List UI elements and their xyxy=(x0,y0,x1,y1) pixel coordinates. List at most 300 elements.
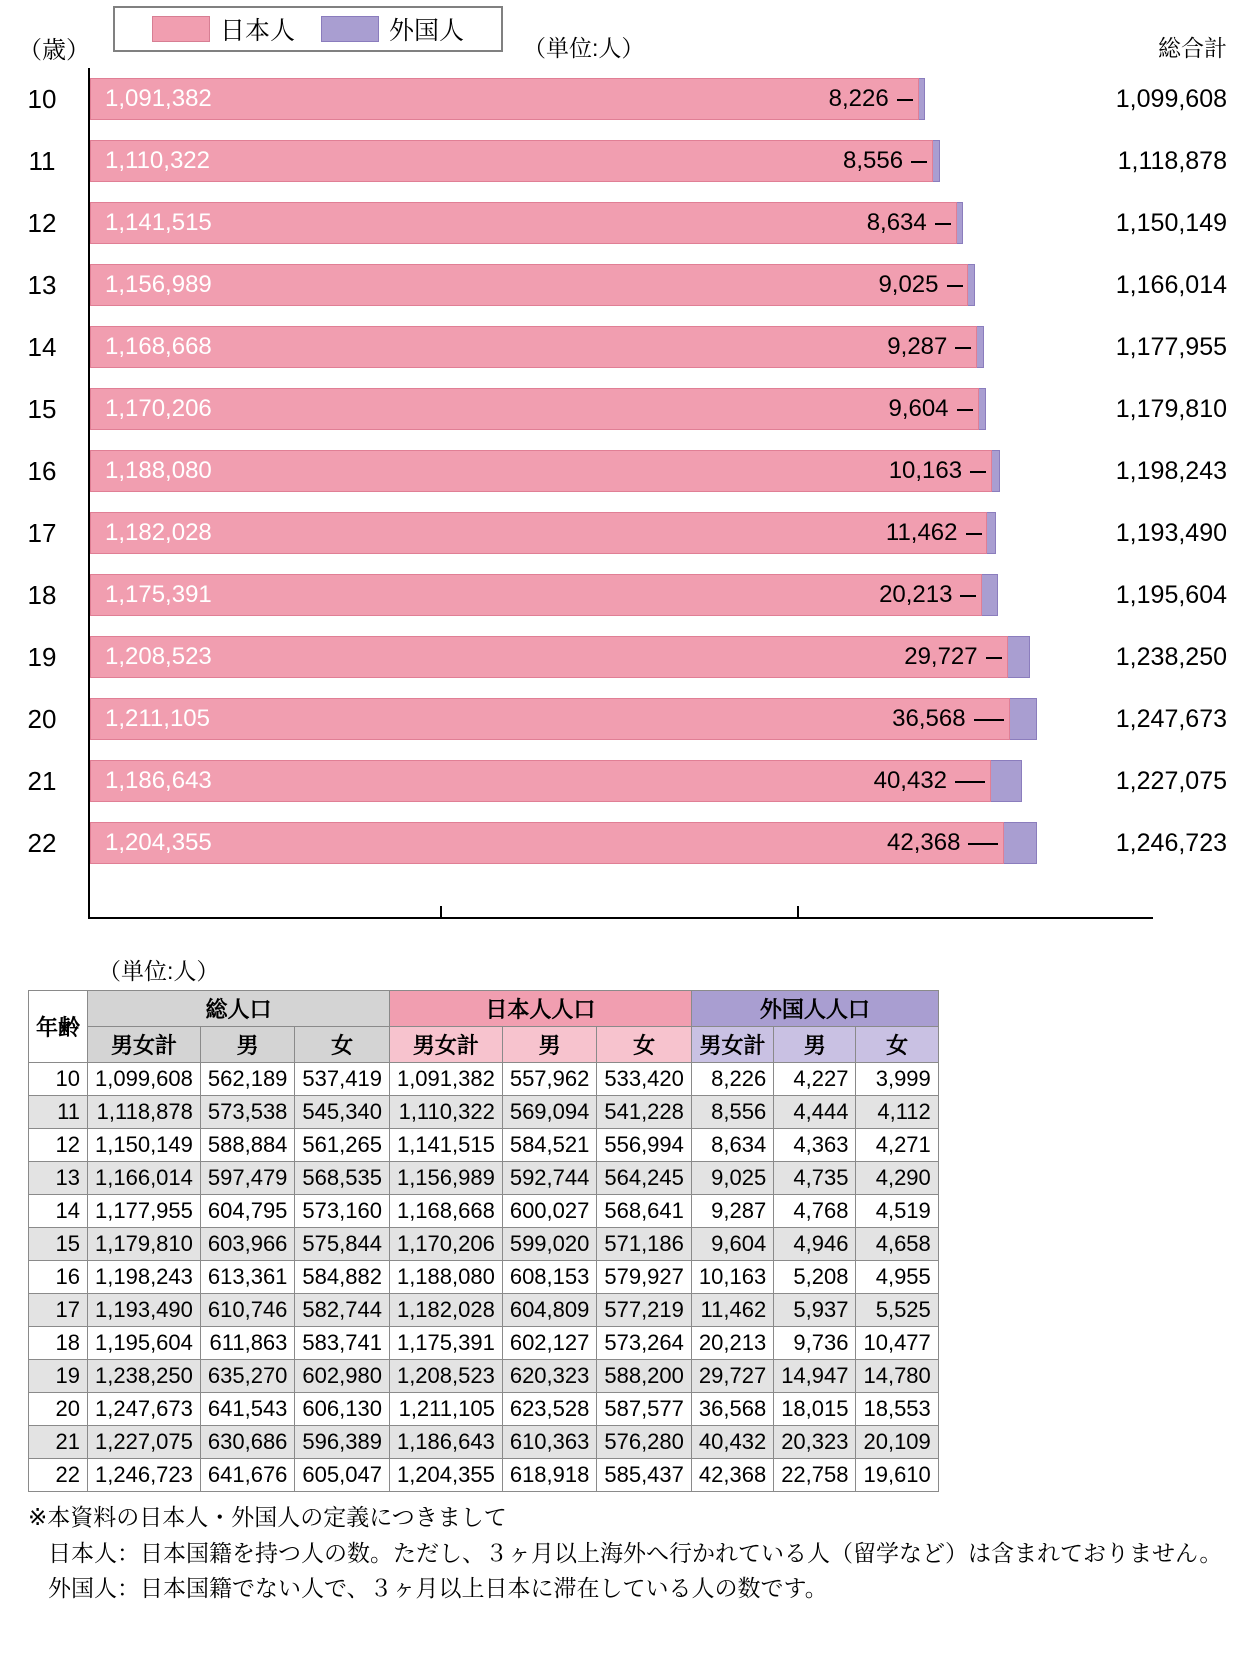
chart-stacked-bar xyxy=(90,574,998,616)
table-cell-value: 20,213 xyxy=(691,1327,773,1360)
table-cell-value: 1,208,523 xyxy=(389,1360,502,1393)
table-cell-value: 635,270 xyxy=(200,1360,295,1393)
table-group-foreign-population: 外国人人口 xyxy=(691,991,938,1027)
table-subheader-fr-female: 女 xyxy=(856,1027,938,1063)
bar-segment-japanese xyxy=(90,698,1010,740)
table-cell-value: 1,186,643 xyxy=(389,1426,502,1459)
bar-segment-japanese xyxy=(90,388,979,430)
table-cell-value: 1,188,080 xyxy=(389,1261,502,1294)
footnote-heading: ※本資料の日本人・外国人の定義につきまして xyxy=(28,1504,507,1530)
table-cell-value: 1,204,355 xyxy=(389,1459,502,1492)
bar-value-foreign-text: 8,634 xyxy=(866,209,927,236)
chart-bar-row xyxy=(0,688,1245,750)
chart-stacked-bar xyxy=(90,264,975,306)
table-cell-value: 1,118,878 xyxy=(88,1096,201,1129)
table-cell-value: 20,109 xyxy=(856,1426,938,1459)
table-row xyxy=(29,1294,939,1327)
table-cell-value: 19,610 xyxy=(856,1459,938,1492)
chart-bar-row xyxy=(0,440,1245,502)
bar-value-leader-line xyxy=(955,347,971,349)
table-cell-value: 604,795 xyxy=(200,1195,295,1228)
table-cell-value: 606,130 xyxy=(295,1393,390,1426)
chart-total-column-header: 総合計 xyxy=(1158,35,1227,61)
chart-bar-row xyxy=(0,68,1245,130)
bar-value-foreign xyxy=(878,271,962,299)
table-cell-age: 11 xyxy=(29,1096,88,1129)
chart-row-total: 1,247,673 xyxy=(1115,704,1227,733)
table-cell-value: 14,780 xyxy=(856,1360,938,1393)
chart-age-label: 14 xyxy=(27,331,57,362)
bar-segment-japanese xyxy=(90,140,933,182)
table-cell-value: 610,363 xyxy=(502,1426,597,1459)
bar-value-foreign xyxy=(904,643,1001,671)
bar-value-foreign xyxy=(874,767,985,795)
table-cell-value: 569,094 xyxy=(502,1096,597,1129)
table-subheader-jp-both: 男女計 xyxy=(389,1027,502,1063)
table-cell-age: 20 xyxy=(29,1393,88,1426)
table-cell-age: 17 xyxy=(29,1294,88,1327)
bar-segment-japanese xyxy=(90,450,992,492)
table-cell-value: 545,340 xyxy=(295,1096,390,1129)
legend-swatch-japanese xyxy=(152,16,210,42)
table-cell-value: 596,389 xyxy=(295,1426,390,1459)
chart-stacked-bar xyxy=(90,326,984,368)
bar-value-japanese: 1,204,355 xyxy=(105,829,212,856)
bar-value-foreign-text: 8,226 xyxy=(828,85,889,112)
table-row xyxy=(29,1162,939,1195)
chart-stacked-bar xyxy=(90,78,925,120)
table-cell-value: 4,444 xyxy=(774,1096,856,1129)
table-cell-value: 613,361 xyxy=(200,1261,295,1294)
table-cell-value: 573,160 xyxy=(295,1195,390,1228)
bar-segment-japanese xyxy=(90,326,977,368)
chart-bar-row xyxy=(0,130,1245,192)
bar-value-japanese: 1,182,028 xyxy=(105,519,212,546)
table-cell-value: 40,432 xyxy=(691,1426,773,1459)
table-cell-value: 610,746 xyxy=(200,1294,295,1327)
table-cell-value: 1,247,673 xyxy=(88,1393,201,1426)
table-cell-age: 12 xyxy=(29,1129,88,1162)
bar-segment-japanese xyxy=(90,264,968,306)
bar-value-foreign xyxy=(892,705,1003,733)
chart-age-label: 19 xyxy=(27,641,57,672)
table-cell-value: 564,245 xyxy=(597,1162,692,1195)
chart-age-label: 13 xyxy=(27,269,57,300)
bar-value-foreign-text: 29,727 xyxy=(904,643,978,670)
table-cell-value: 11,462 xyxy=(691,1294,773,1327)
chart-stacked-bar xyxy=(90,140,940,182)
table-cell-value: 18,015 xyxy=(774,1393,856,1426)
table-cell-value: 573,538 xyxy=(200,1096,295,1129)
table-cell-value: 576,280 xyxy=(597,1426,692,1459)
bar-value-japanese: 1,110,322 xyxy=(105,147,210,174)
table-cell-value: 10,477 xyxy=(856,1327,938,1360)
table-cell-value: 599,020 xyxy=(502,1228,597,1261)
bar-value-leader-line xyxy=(947,285,963,287)
table-cell-value: 592,744 xyxy=(502,1162,597,1195)
table-cell-value: 597,479 xyxy=(200,1162,295,1195)
bar-value-japanese: 1,186,643 xyxy=(105,767,212,794)
table-cell-value: 1,195,604 xyxy=(88,1327,201,1360)
table-row xyxy=(29,1261,939,1294)
chart-bar-row xyxy=(0,316,1245,378)
table-cell-value: 4,290 xyxy=(856,1162,938,1195)
table-cell-value: 5,937 xyxy=(774,1294,856,1327)
table-cell-value: 1,179,810 xyxy=(88,1228,201,1261)
bar-segment-foreign xyxy=(919,78,925,120)
table-cell-age: 19 xyxy=(29,1360,88,1393)
table-cell-value: 533,420 xyxy=(597,1063,692,1096)
table-cell-value: 620,323 xyxy=(502,1360,597,1393)
bar-value-japanese: 1,141,515 xyxy=(105,209,212,236)
chart-age-label: 12 xyxy=(27,207,57,238)
table-cell-value: 4,519 xyxy=(856,1195,938,1228)
table-subheader-jp-female: 女 xyxy=(597,1027,692,1063)
table-cell-value: 8,226 xyxy=(691,1063,773,1096)
table-cell-value: 20,323 xyxy=(774,1426,856,1459)
chart-row-total: 1,198,243 xyxy=(1115,456,1227,485)
chart-bar-row xyxy=(0,502,1245,564)
table-cell-age: 14 xyxy=(29,1195,88,1228)
chart-age-label: 21 xyxy=(27,765,57,796)
table-cell-value: 579,927 xyxy=(597,1261,692,1294)
table-group-total-population: 総人口 xyxy=(88,991,390,1027)
table-cell-value: 4,946 xyxy=(774,1228,856,1261)
footnotes xyxy=(28,1500,1228,1607)
bar-value-leader-line xyxy=(957,409,973,411)
bar-value-leader-line xyxy=(911,161,927,163)
footnote-foreign-definition: 外国人：日本国籍でない人で、３ヶ月以上日本に滞在している人の数です。 xyxy=(48,1575,828,1602)
table-cell-value: 36,568 xyxy=(691,1393,773,1426)
table-subheader-total-male: 男 xyxy=(200,1027,295,1063)
table-cell-value: 9,287 xyxy=(691,1195,773,1228)
x-axis-tick-2 xyxy=(797,906,799,918)
table-cell-value: 556,994 xyxy=(597,1129,692,1162)
bar-value-foreign xyxy=(887,333,971,361)
x-axis-tick-1 xyxy=(440,906,442,918)
table-cell-value: 568,535 xyxy=(295,1162,390,1195)
bar-value-leader-line xyxy=(966,533,982,535)
table-cell-value: 1,141,515 xyxy=(389,1129,502,1162)
chart-age-label: 15 xyxy=(27,393,57,424)
table-cell-value: 1,099,608 xyxy=(88,1063,201,1096)
chart-age-label: 17 xyxy=(27,517,57,548)
chart-stacked-bar xyxy=(90,388,986,430)
population-data-table xyxy=(28,990,939,1492)
chart-row-total: 1,118,878 xyxy=(1117,146,1227,175)
table-cell-value: 1,211,105 xyxy=(389,1393,502,1426)
legend-label-foreign: 外国人 xyxy=(389,17,465,45)
table-cell-value: 1,198,243 xyxy=(88,1261,201,1294)
bar-value-leader-line xyxy=(935,223,951,225)
bar-value-foreign-text: 40,432 xyxy=(873,767,948,794)
table-subheader-fr-male: 男 xyxy=(774,1027,856,1063)
bar-value-leader-line xyxy=(897,99,913,101)
chart-age-label: 16 xyxy=(27,455,57,486)
table-cell-value: 1,091,382 xyxy=(389,1063,502,1096)
table-cell-value: 561,265 xyxy=(295,1129,390,1162)
table-cell-value: 14,947 xyxy=(774,1360,856,1393)
table-cell-value: 582,744 xyxy=(295,1294,390,1327)
table-unit-note: （単位:人） xyxy=(98,958,220,984)
table-cell-value: 5,208 xyxy=(774,1261,856,1294)
table-subheader-row xyxy=(29,1027,939,1063)
table-row xyxy=(29,1426,939,1459)
table-cell-value: 4,271 xyxy=(856,1129,938,1162)
table-cell-value: 557,962 xyxy=(502,1063,597,1096)
table-cell-value: 603,966 xyxy=(200,1228,295,1261)
chart-row-total: 1,238,250 xyxy=(1115,642,1227,671)
bar-value-japanese: 1,156,989 xyxy=(105,271,212,298)
chart-row-total: 1,227,075 xyxy=(1115,766,1227,795)
bar-segment-japanese xyxy=(90,636,1008,678)
chart-bar-row xyxy=(0,254,1245,316)
table-cell-value: 537,419 xyxy=(295,1063,390,1096)
bar-value-foreign-text: 9,287 xyxy=(887,333,948,360)
table-cell-value: 4,768 xyxy=(774,1195,856,1228)
legend-swatch-foreign xyxy=(321,16,379,42)
bar-segment-foreign xyxy=(991,760,1022,802)
bar-value-foreign-text: 36,568 xyxy=(892,705,966,732)
bar-value-leader-line xyxy=(960,595,976,597)
table-cell-value: 1,238,250 xyxy=(88,1360,201,1393)
table-cell-value: 3,999 xyxy=(856,1063,938,1096)
bar-value-foreign-text: 8,556 xyxy=(843,147,904,174)
table-cell-value: 4,955 xyxy=(856,1261,938,1294)
chart-row-total: 1,150,149 xyxy=(1115,208,1227,237)
chart-unit-note: （単位:人） xyxy=(523,35,645,61)
bar-value-foreign-text: 9,025 xyxy=(878,271,939,298)
table-cell-value: 1,193,490 xyxy=(88,1294,201,1327)
bar-segment-foreign xyxy=(992,450,1000,492)
table-cell-value: 602,127 xyxy=(502,1327,597,1360)
table-cell-value: 1,182,028 xyxy=(389,1294,502,1327)
table-cell-value: 562,189 xyxy=(200,1063,295,1096)
table-cell-age: 15 xyxy=(29,1228,88,1261)
bar-segment-foreign xyxy=(982,574,997,616)
legend-item-foreign xyxy=(321,11,464,47)
bar-value-japanese: 1,175,391 xyxy=(105,581,212,608)
bar-value-foreign xyxy=(888,395,972,423)
table-cell-value: 22,758 xyxy=(774,1459,856,1492)
table-cell-value: 641,543 xyxy=(200,1393,295,1426)
bar-value-japanese: 1,208,523 xyxy=(105,643,212,670)
table-cell-value: 641,676 xyxy=(200,1459,295,1492)
table-cell-age: 22 xyxy=(29,1459,88,1492)
bar-value-foreign-text: 9,604 xyxy=(888,395,949,422)
table-cell-value: 1,170,206 xyxy=(389,1228,502,1261)
bar-value-leader-line xyxy=(970,471,986,473)
table-cell-value: 8,634 xyxy=(691,1129,773,1162)
bar-segment-japanese xyxy=(90,822,1004,864)
table-cell-value: 1,177,955 xyxy=(88,1195,201,1228)
table-cell-value: 600,027 xyxy=(502,1195,597,1228)
table-cell-value: 575,844 xyxy=(295,1228,390,1261)
table-row xyxy=(29,1327,939,1360)
bar-value-foreign-text: 20,213 xyxy=(879,581,953,608)
bar-value-japanese: 1,211,105 xyxy=(105,705,210,732)
footnote-japanese-definition: 日本人：日本国籍を持つ人の数。ただし、３ヶ月以上海外へ行かれている人（留学など）は含まれておりません。 xyxy=(48,1539,1223,1566)
chart-bar-row xyxy=(0,378,1245,440)
bar-segment-japanese xyxy=(90,512,987,554)
table-cell-value: 4,112 xyxy=(856,1096,938,1129)
table-cell-value: 10,163 xyxy=(691,1261,773,1294)
chart-stacked-bar xyxy=(90,512,996,554)
chart-row-total: 1,193,490 xyxy=(1115,518,1227,547)
table-row xyxy=(29,1096,939,1129)
table-row xyxy=(29,1129,939,1162)
table-cell-value: 1,175,391 xyxy=(389,1327,502,1360)
table-subheader-total-female: 女 xyxy=(295,1027,390,1063)
legend-label-japanese: 日本人 xyxy=(219,17,295,45)
bar-value-japanese: 1,091,382 xyxy=(105,85,212,112)
bar-value-foreign xyxy=(886,519,982,547)
table-header-age: 年齢 xyxy=(29,991,88,1063)
table-cell-value: 584,521 xyxy=(502,1129,597,1162)
chart-age-label: 20 xyxy=(27,703,57,734)
bar-value-foreign xyxy=(879,581,976,609)
table-row xyxy=(29,1195,939,1228)
bar-segment-japanese xyxy=(90,760,991,802)
table-subheader-jp-male: 男 xyxy=(502,1027,597,1063)
chart-bar-row xyxy=(0,750,1245,812)
table-cell-value: 1,156,989 xyxy=(389,1162,502,1195)
table-cell-value: 1,150,149 xyxy=(88,1129,201,1162)
table-cell-value: 568,641 xyxy=(597,1195,692,1228)
table-cell-value: 577,219 xyxy=(597,1294,692,1327)
table-cell-age: 21 xyxy=(29,1426,88,1459)
table-cell-value: 605,047 xyxy=(295,1459,390,1492)
chart-row-total: 1,195,604 xyxy=(1115,580,1227,609)
table-cell-age: 18 xyxy=(29,1327,88,1360)
table-cell-value: 604,809 xyxy=(502,1294,597,1327)
chart-age-label: 11 xyxy=(28,145,56,176)
chart-age-label: 22 xyxy=(27,827,57,858)
bar-segment-foreign xyxy=(979,388,986,430)
bar-value-foreign-text: 10,163 xyxy=(888,457,963,484)
chart-legend xyxy=(113,6,503,52)
table-cell-value: 588,884 xyxy=(200,1129,295,1162)
table-cell-value: 618,918 xyxy=(502,1459,597,1492)
bar-segment-japanese xyxy=(90,202,957,244)
bar-value-foreign xyxy=(829,85,913,113)
bar-segment-japanese xyxy=(90,78,919,120)
table-cell-value: 4,658 xyxy=(856,1228,938,1261)
table-cell-value: 4,227 xyxy=(774,1063,856,1096)
chart-stacked-bar xyxy=(90,636,1030,678)
bar-segment-japanese xyxy=(90,574,982,616)
bar-value-japanese: 1,168,668 xyxy=(105,333,212,360)
bar-segment-foreign xyxy=(1004,822,1036,864)
table-cell-value: 573,264 xyxy=(597,1327,692,1360)
bar-segment-foreign xyxy=(933,140,939,182)
chart-stacked-bar xyxy=(90,450,1000,492)
table-group-header-row xyxy=(29,991,939,1027)
bar-value-foreign xyxy=(843,147,927,175)
table-cell-value: 1,246,723 xyxy=(88,1459,201,1492)
table-group-japanese-population: 日本人人口 xyxy=(389,991,691,1027)
table-cell-value: 587,577 xyxy=(597,1393,692,1426)
chart-bar-row xyxy=(0,564,1245,626)
bar-value-foreign xyxy=(867,209,951,237)
table-row xyxy=(29,1459,939,1492)
chart-age-label: 18 xyxy=(27,579,57,610)
chart-bar-row xyxy=(0,626,1245,688)
bar-segment-foreign xyxy=(957,202,964,244)
chart-age-label: 10 xyxy=(27,83,57,114)
chart-bar-row xyxy=(0,812,1245,874)
bar-segment-foreign xyxy=(987,512,996,554)
table-cell-value: 583,741 xyxy=(295,1327,390,1360)
table-cell-value: 602,980 xyxy=(295,1360,390,1393)
table-row xyxy=(29,1360,939,1393)
table-cell-value: 623,528 xyxy=(502,1393,597,1426)
bar-segment-foreign xyxy=(1010,698,1038,740)
table-cell-value: 611,863 xyxy=(200,1327,295,1360)
table-subheader-total-both: 男女計 xyxy=(88,1027,201,1063)
table-cell-value: 4,363 xyxy=(774,1129,856,1162)
table-cell-age: 13 xyxy=(29,1162,88,1195)
chart-stacked-bar xyxy=(90,202,963,244)
bar-segment-foreign xyxy=(977,326,984,368)
bar-value-japanese: 1,188,080 xyxy=(105,457,212,484)
chart-row-total: 1,179,810 xyxy=(1115,394,1227,423)
table-cell-value: 630,686 xyxy=(200,1426,295,1459)
table-cell-value: 1,227,075 xyxy=(88,1426,201,1459)
chart-row-total: 1,166,014 xyxy=(1115,270,1227,299)
y-axis-unit-label: （歳） xyxy=(18,37,90,64)
chart-row-total: 1,177,955 xyxy=(1115,332,1227,361)
chart-row-total: 1,246,723 xyxy=(1115,828,1227,857)
table-cell-age: 16 xyxy=(29,1261,88,1294)
bar-segment-foreign xyxy=(1008,636,1031,678)
bar-value-leader-line xyxy=(986,657,1002,659)
table-cell-age: 10 xyxy=(29,1063,88,1096)
table-cell-value: 541,228 xyxy=(597,1096,692,1129)
table-cell-value: 9,736 xyxy=(774,1327,856,1360)
legend-item-japanese xyxy=(152,11,295,47)
table-cell-value: 608,153 xyxy=(502,1261,597,1294)
table-cell-value: 588,200 xyxy=(597,1360,692,1393)
table-cell-value: 1,110,322 xyxy=(389,1096,502,1129)
table-cell-value: 571,186 xyxy=(597,1228,692,1261)
bar-value-foreign xyxy=(889,457,986,485)
chart-row-total: 1,099,608 xyxy=(1115,84,1227,113)
table-cell-value: 29,727 xyxy=(691,1360,773,1393)
table-row xyxy=(29,1228,939,1261)
table-cell-value: 585,437 xyxy=(597,1459,692,1492)
table-cell-value: 584,882 xyxy=(295,1261,390,1294)
bar-value-foreign xyxy=(887,829,998,857)
table-cell-value: 9,025 xyxy=(691,1162,773,1195)
table-cell-value: 9,604 xyxy=(691,1228,773,1261)
bar-value-japanese: 1,170,206 xyxy=(105,395,212,422)
table-cell-value: 5,525 xyxy=(856,1294,938,1327)
table-subheader-fr-both: 男女計 xyxy=(691,1027,773,1063)
table-cell-value: 18,553 xyxy=(856,1393,938,1426)
bar-value-leader-line xyxy=(955,781,985,783)
table-row xyxy=(29,1063,939,1096)
chart-bar-row xyxy=(0,192,1245,254)
table-cell-value: 1,168,668 xyxy=(389,1195,502,1228)
bar-value-leader-line xyxy=(968,843,998,845)
bar-segment-foreign xyxy=(968,264,975,306)
bar-value-foreign-text: 42,368 xyxy=(887,829,961,856)
table-cell-value: 42,368 xyxy=(691,1459,773,1492)
table-cell-value: 8,556 xyxy=(691,1096,773,1129)
bar-value-foreign-text: 11,462 xyxy=(885,519,958,546)
table-row xyxy=(29,1393,939,1426)
